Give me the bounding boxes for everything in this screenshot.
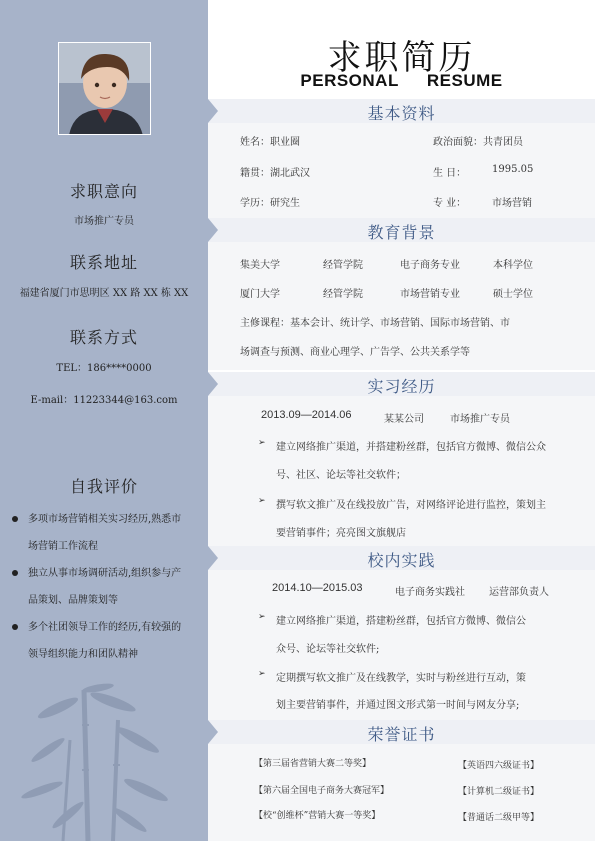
edu-degree: 硕士学位 — [493, 289, 533, 300]
edu-college: 经管学院 — [323, 289, 363, 300]
section-title-internship: 实习经历 — [367, 377, 436, 396]
honor-item: 【第六届全国电子商务大赛冠军】 — [254, 786, 390, 796]
bullet-arrow-icon: ➢ — [258, 612, 266, 622]
campus-org: 电子商务实践社 — [395, 587, 465, 598]
certificate-item: 【普通话二级甲等】 — [458, 813, 540, 823]
sidebar — [0, 0, 208, 841]
contact-title: 联系方式 — [69, 328, 138, 347]
section-title-education: 教育背景 — [367, 223, 436, 242]
edu-college: 经管学院 — [323, 260, 363, 271]
section-banner-honors — [208, 720, 595, 744]
section-title-basic: 基本资料 — [367, 104, 436, 123]
section-basic — [208, 123, 595, 218]
campus-role: 运营部负责人 — [489, 587, 549, 598]
basic-major: 市场营销 — [492, 198, 532, 209]
resume-title-en — [208, 71, 595, 91]
edu-courses-line2: 场调查与预测、商业心理学、广告学、公共关系学等 — [240, 347, 470, 358]
section-campus — [208, 570, 595, 720]
honor-item: 【校“创维杯”营销大赛一等奖】 — [254, 811, 381, 821]
eval-item: 独立从事市场调研活动,组织参与产 品策划、品牌策划等 — [12, 560, 204, 614]
campus-bullet2-line1: 定期撰写软文推广及在线教学，实时与粉丝进行互动，策 — [276, 673, 526, 684]
profile-photo — [58, 42, 151, 135]
bullet-arrow-icon: ➢ — [258, 669, 266, 679]
bullet-arrow-icon: ➢ — [258, 496, 266, 506]
honor-item: 【第三届省营销大赛二等奖】 — [254, 759, 372, 769]
section-banner-campus — [208, 546, 595, 570]
edu-courses-line1: 主修课程：基本会计、统计学、市场营销、国际市场营销、市 — [240, 318, 510, 329]
address-text: 福建省厦门市思明区 XX 路 XX 栋 XX — [19, 288, 189, 299]
title-en-resume: RESUME — [426, 71, 503, 90]
intern-period: 2013.09—2014.06 — [261, 409, 352, 421]
section-honors — [208, 744, 595, 841]
intern-bullet1-line1: 建立网络推广渠道，并搭建粉丝群，包括官方微博、微信公众 — [276, 442, 546, 453]
eval-title: 自我评价 — [69, 477, 138, 496]
basic-major-label: 专 业： — [433, 198, 467, 209]
edu-major: 市场营销专业 — [400, 289, 460, 300]
edu-school: 集美大学 — [240, 260, 280, 271]
objective-text: 市场推广专员 — [74, 216, 134, 227]
edu-major: 电子商务专业 — [400, 260, 460, 271]
resume-title-cn: 求职简历 — [327, 38, 476, 78]
campus-period: 2014.10—2015.03 — [272, 582, 363, 594]
campus-bullet1-line2: 众号、论坛等社交软件; — [276, 644, 380, 655]
basic-education: 学历：研究生 — [240, 198, 300, 209]
edu-school: 厦门大学 — [240, 289, 280, 300]
section-banner-education — [208, 218, 595, 242]
intern-role: 市场推广专员 — [450, 414, 510, 425]
basic-politics: 政治面貌：共青团员 — [433, 137, 523, 148]
bamboo-watermark-icon — [18, 680, 178, 841]
basic-birth-label: 生 日： — [433, 168, 467, 179]
certificate-item: 【英语四六级证书】 — [458, 761, 540, 771]
intern-bullet2-line1: 撰写软文推广及在线投放广告，对网络评论进行监控，策划主 — [276, 500, 546, 511]
basic-name: 姓名：职业圈 — [240, 137, 300, 148]
objective-title: 求职意向 — [69, 182, 138, 201]
edu-degree: 本科学位 — [493, 260, 533, 271]
section-education — [208, 242, 595, 370]
section-banner-basic — [208, 99, 595, 123]
eval-list — [12, 506, 204, 668]
intern-bullet1-line2: 号、社区、论坛等社交软件； — [276, 470, 406, 481]
eval-item: 多项市场营销相关实习经历,熟悉市 场营销工作流程 — [12, 506, 204, 560]
campus-bullet1-line1: 建立网络推广渠道，搭建粉丝群，包括官方微博、微信公 — [276, 616, 526, 627]
tel-text: TEL：186****0000 — [56, 363, 152, 374]
portrait-icon — [59, 43, 151, 135]
campus-bullet2-line2: 划主要营销事件，并通过图文形式第一时间与网友分享; — [276, 700, 520, 711]
section-internship — [208, 396, 595, 546]
basic-origin: 籍贯：湖北武汉 — [240, 168, 310, 179]
certificate-item: 【计算机二级证书】 — [458, 787, 540, 797]
eval-item: 多个社团领导工作的经历,有较强的 领导组织能力和团队精神 — [12, 614, 204, 668]
address-title: 联系地址 — [69, 253, 138, 272]
bullet-arrow-icon: ➢ — [258, 438, 266, 448]
title-en-personal: PERSONAL — [300, 71, 399, 90]
section-title-campus: 校内实践 — [367, 551, 436, 570]
basic-birth: 1995.05 — [492, 164, 534, 175]
email-text: E-mail：11223344@163.com — [30, 395, 178, 406]
section-banner-internship — [208, 372, 595, 396]
intern-bullet2-line2: 要营销事件；亮亮图文旗舰店 — [276, 528, 406, 539]
section-title-honors: 荣誉证书 — [367, 725, 436, 744]
intern-company: 某某公司 — [384, 414, 424, 425]
